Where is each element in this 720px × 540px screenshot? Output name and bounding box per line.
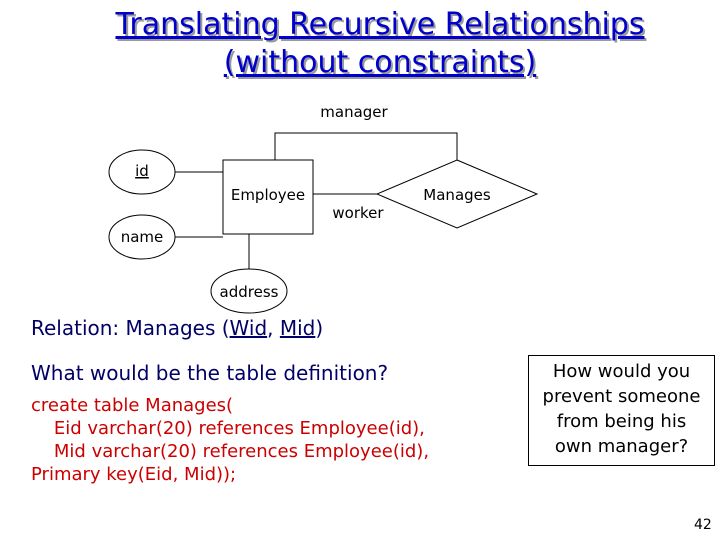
sql-code <box>31 394 429 486</box>
manager-role-label: manager <box>320 103 388 121</box>
callout-box <box>528 355 715 466</box>
manager-role-line <box>275 133 457 160</box>
relation-prefix: Relation: Manages ( <box>31 316 230 340</box>
title-line-1: Translating Recursive Relationships <box>115 7 645 42</box>
callout-line-2: prevent someone <box>542 386 701 407</box>
sql-line-3: Mid varchar(20) references Employee(id), <box>31 441 430 462</box>
relation-suffix: ) <box>315 316 324 340</box>
callout-line-4: own manager? <box>554 436 689 457</box>
id-attribute-label: id <box>135 162 149 180</box>
relation-key-mid: Mid <box>279 316 316 340</box>
callout-line-3: from being his <box>556 411 687 432</box>
callout-line-1: How would you <box>552 361 691 382</box>
title-line-2: (without constraints) <box>223 45 537 80</box>
sql-line-1: create table Manages( <box>31 395 234 416</box>
relation-sep: , <box>267 316 280 340</box>
relation-key-wid: Wid <box>229 316 268 340</box>
name-attribute-label: name <box>120 228 164 246</box>
sql-line-2: Eid varchar(20) references Employee(id), <box>31 418 425 439</box>
table-definition-question: What would be the table definition? <box>31 361 389 385</box>
address-attribute-label: address <box>219 283 279 301</box>
sql-line-4: Primary key(Eid, Mid)); <box>31 464 237 485</box>
worker-role-label: worker <box>332 204 384 222</box>
employee-label: Employee <box>230 186 306 204</box>
page-number: 42 <box>694 517 712 533</box>
relation-schema <box>31 316 323 340</box>
manages-label: Manages <box>423 186 491 204</box>
